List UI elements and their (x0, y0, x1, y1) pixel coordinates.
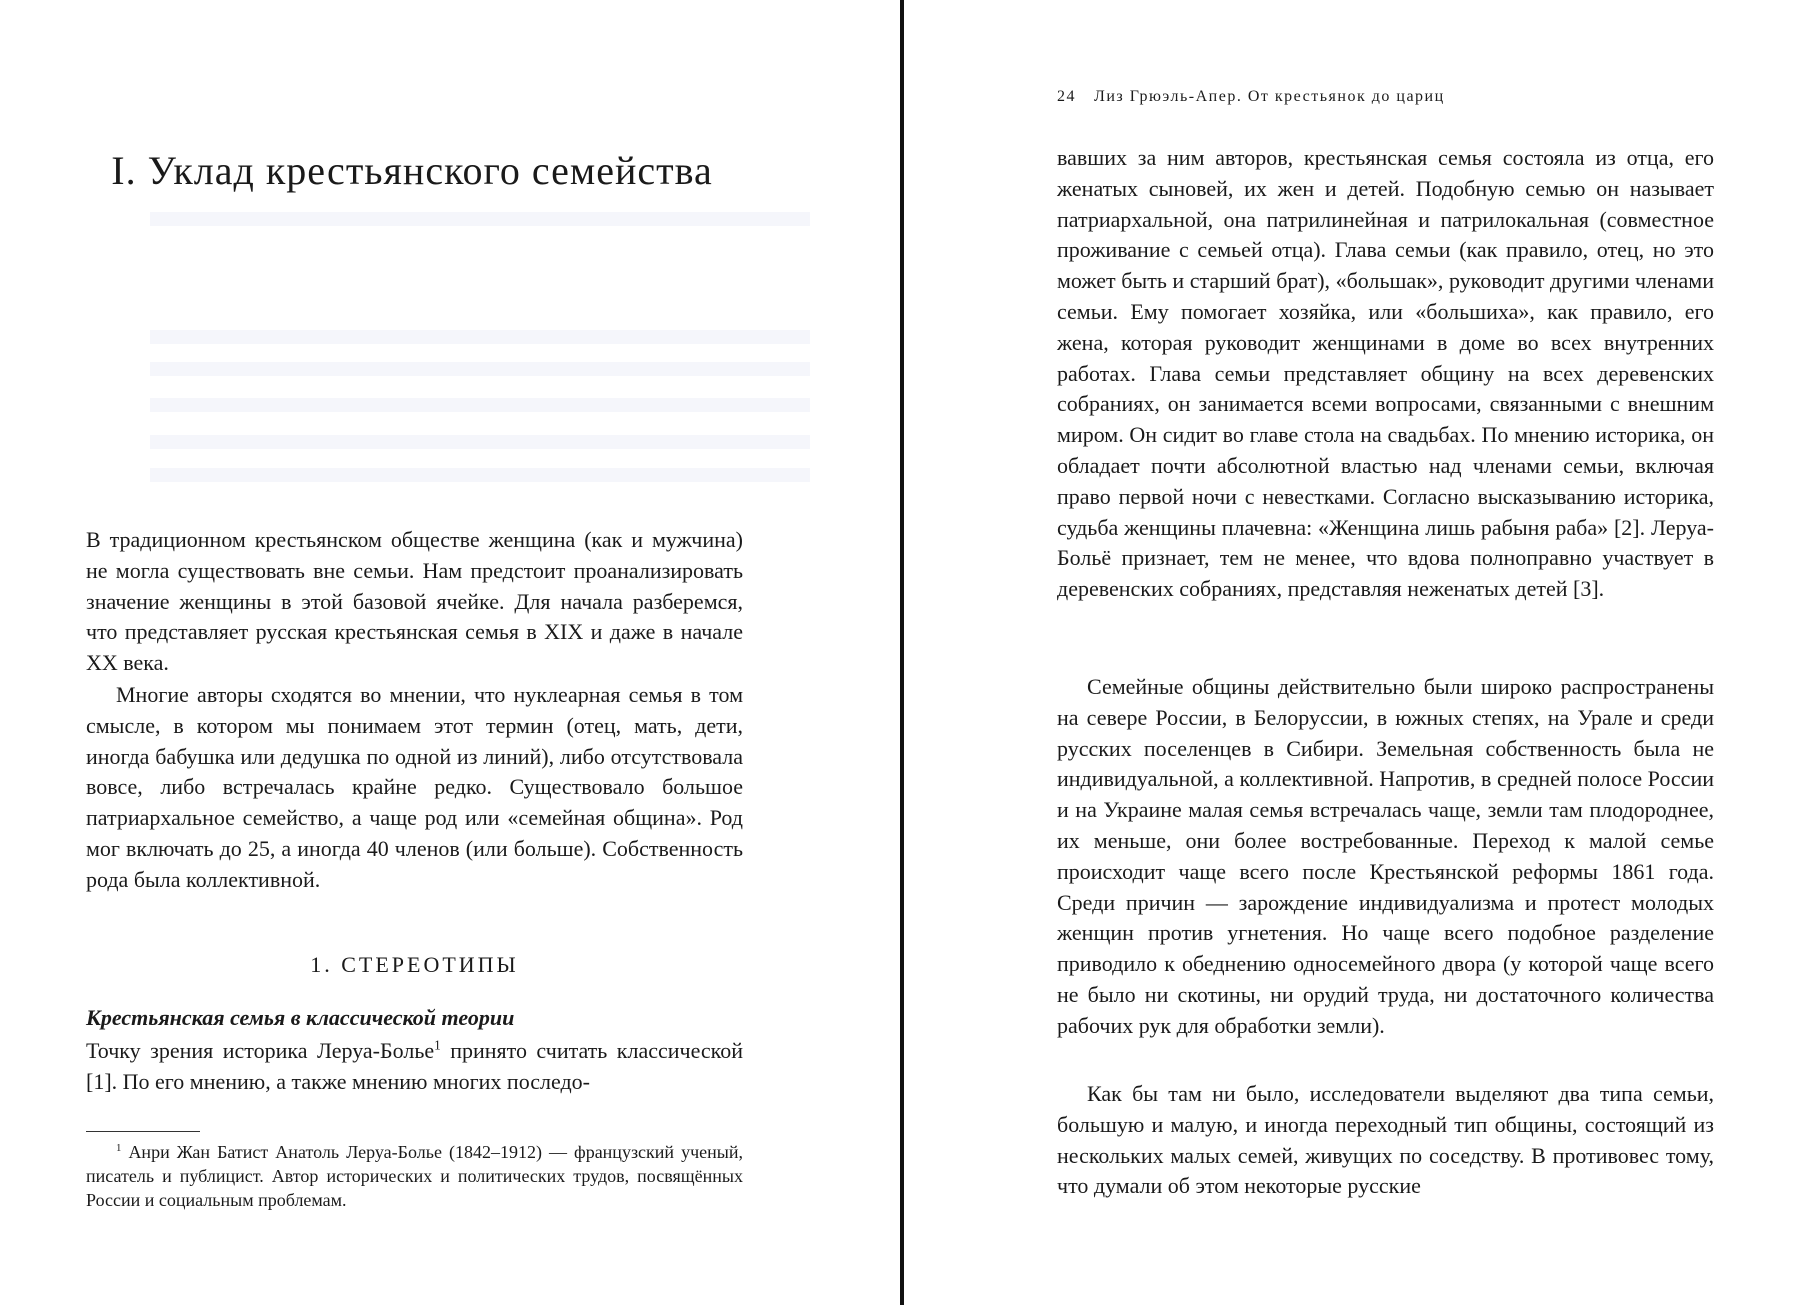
footnote-marker: 1 (116, 1142, 122, 1154)
show-through-line (150, 212, 810, 226)
footnote-divider (86, 1131, 200, 1132)
page-number: 24 (1057, 88, 1076, 105)
body-paragraph: Многие авторы сходятся во мнении, что нуклеарная семья в том смысле, в котором мы понимаем этот термин (отец, мать, дети, иногда бабушка или дедушка по одной из линий), либо отсутствовала вовсе, либо встречалась крайне редко. Существовало большое патриархальное семейство, а чаще род или «семейная община». Род мог включать до 25, а иногда 40 членов (или больше). Собственность рода была коллективной. (86, 682, 743, 892)
running-head-text: Лиз Грюэль-Апер. От крестьянок до цариц (1094, 88, 1445, 105)
chapter-title: I. Уклад крестьянского семейства (111, 148, 713, 193)
footnote-reference[interactable]: 1 (434, 1037, 441, 1053)
show-through-line (150, 435, 810, 449)
section-heading: 1. СТЕРЕОТИПЫ (310, 952, 519, 977)
paragraph-text: Точку зрения историка Леруа-Болье (86, 1038, 435, 1063)
book-spine (900, 0, 904, 1305)
show-through-line (150, 398, 810, 412)
body-paragraph: В традиционном крестьянском обществе женщина (как и мужчина) не могла существовать вне семьи. Нам предстоит проанализировать значение женщины в этой базовой ячейке. Для начала разберемся, что представляет русская крестьянская семья в XIX и даже в начале XX века. (86, 527, 743, 676)
show-through-line (150, 362, 810, 376)
show-through-line (150, 330, 810, 344)
footnote-text: Анри Жан Батист Анатоль Леруа-Болье (1842–1912) — французский ученый, писатель и публицист. Автор исторических и политических трудов, посвящённых России и социальным проблемам. (86, 1142, 743, 1210)
body-paragraph: Как бы там ни было, исследователи выделяют два типа семьи, большую и малую, и иногда переходный тип общины, состоящий из нескольких малых семей, живущих по соседству. В противовес тому, что думали об этом некоторые русские (1057, 1081, 1714, 1199)
left-page (0, 0, 900, 1305)
body-paragraph: Семейные общины действительно были широко распространены на севере России, в Белоруссии, в южных степях, на Урале и среди русских поселенцев в Сибири. Земельная собственность была не индивидуальной, а коллективной. Напротив, в средней полосе России и на Украине малая семья встречалась чаще, земли там плодороднее, их меньше, они более востребованные. Переход к малой семье происходит чаще всего после Крестьянской реформы 1861 года. Среди причин — зарождение индивидуализма и протест молодых женщин против угнетения. Но чаще всего подобное разделение приводило к обеднению односемейного двора (у которой чаще всего не было ни скотины, ни орудий труда, ни достаточного количества рабочих рук для обработки земли). (1057, 674, 1714, 1038)
body-paragraph (86, 1036, 743, 1098)
paragraph-text: принято считать классической [1]. По его мнению, а также мнению многих последо- (86, 1038, 744, 1094)
body-paragraph: вавших за ним авторов, крестьянская семья состояла из отца, его женатых сыновей, их жен и детей. Подобную семью он называет патриархальной, она патрилинейная и патрилокальная (совместное проживание с семьей отца). Глава семьи (как правило, отец, но это может быть и старший брат), «большак», руководит другими членами семьи. Ему помогает хозяйка, или «большиха», как правило, его жена, которая руководит женщинами в доме во всех внутренних работах. Глава семьи представляет общину на всех деревенских собраниях, он занимается всеми вопросами, связанными с внешним миром. Он сидит во главе стола на свадьбах. По мнению историка, он обладает почти абсолютной властью над членами семьи, включая право первой ночи с невестками. Согласно высказыванию историка, судьба женщины плачевна: «Женщина лишь рабыня раба» [2]. Леруа-Больё признает, тем не менее, что вдова полноправно участвует в деревенских собраниях, представляя неженатых детей [3]. (1057, 145, 1714, 602)
subheading: Крестьянская семья в классической теории (86, 1005, 515, 1030)
footnote (86, 1140, 743, 1212)
running-header (1057, 88, 1445, 106)
show-through-line (150, 468, 810, 482)
